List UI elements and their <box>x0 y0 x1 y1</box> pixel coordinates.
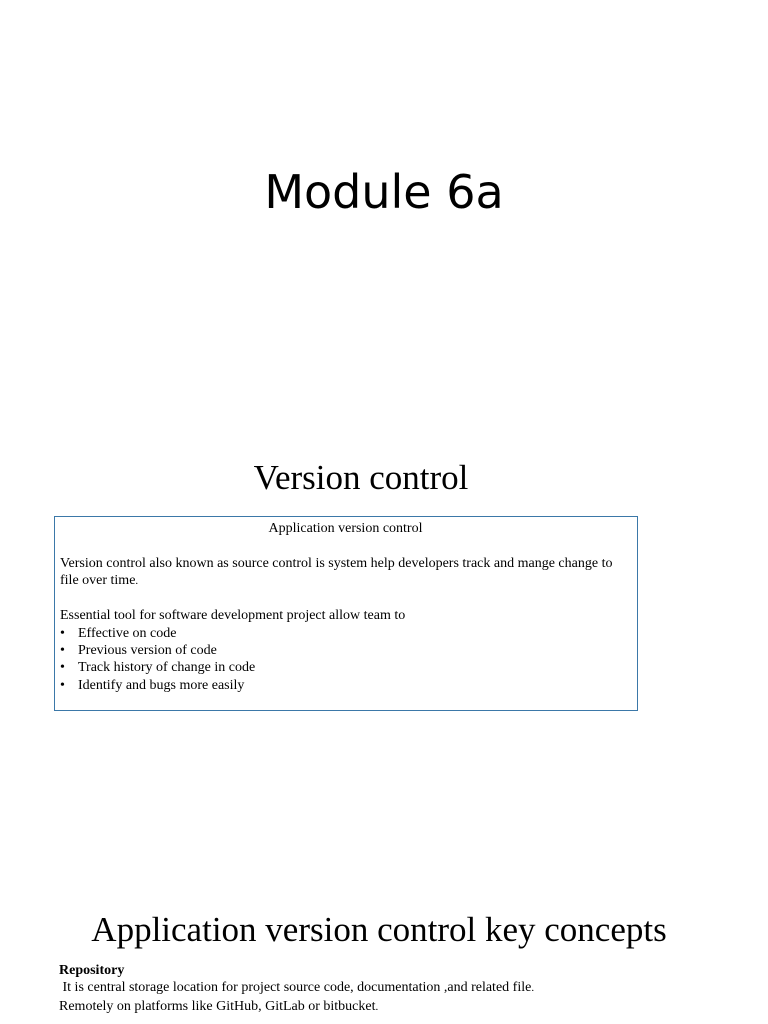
list-item <box>60 642 631 659</box>
concept-description-line-2 <box>59 998 749 1016</box>
concept-line-1-text: It is central storage location for project source code, documentation ,and related file <box>59 980 532 996</box>
benefits-list <box>60 625 631 694</box>
concept-term: Repository <box>59 963 125 978</box>
list-item-text: Effective on code <box>78 625 177 641</box>
definition-paragraph <box>60 555 631 591</box>
section-title-version-control: Version control <box>253 458 469 497</box>
definition-text: Version control also known as source control is system help developers track and mange change to file over time <box>60 555 613 588</box>
box-heading: Application version control <box>268 521 423 536</box>
list-item-text: Identify and bugs more easily <box>78 677 245 693</box>
concept-repository <box>59 962 749 1016</box>
section-title-key-concepts: Application version control key concepts <box>91 910 667 949</box>
bullet-icon: • <box>60 677 65 693</box>
list-item <box>60 677 631 694</box>
intro-paragraph: Essential tool for software development project allow team to <box>60 608 406 624</box>
concept-description-line-1 <box>59 979 749 997</box>
spacer <box>60 537 631 554</box>
concept-line-2-period: . <box>375 1000 379 1013</box>
concept-line-2-text: Remotely on platforms like GitHub, GitLab or bitbucket <box>59 998 376 1014</box>
list-item-text: Previous version of code <box>78 643 217 659</box>
concept-line-1-period: . <box>531 982 535 995</box>
bullet-icon: • <box>60 660 65 676</box>
list-item <box>60 625 631 642</box>
list-item <box>60 659 631 676</box>
definition-period: . <box>135 574 139 587</box>
bullet-icon: • <box>60 625 65 641</box>
version-control-text-box <box>54 516 638 711</box>
list-item-text: Track history of change in code <box>78 660 256 676</box>
spacer <box>60 590 631 607</box>
module-title: Module 6a <box>264 165 504 219</box>
bullet-icon: • <box>60 643 65 659</box>
